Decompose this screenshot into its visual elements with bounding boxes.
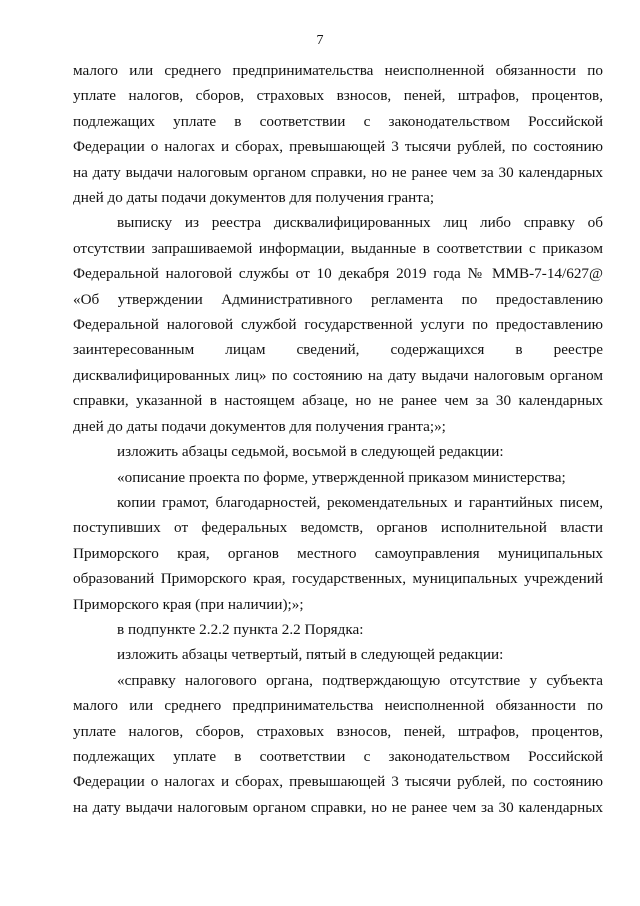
text-line: уплате налогов, сборов, страховых взносов, пеней, штрафов, процентов, [73, 87, 603, 105]
text-line: дней до даты подачи документов для получения гранта; [73, 189, 435, 207]
text-line: малого или среднего предпринимательства неисполненной обязанности по [73, 697, 603, 715]
text-line: копии грамот, благодарностей, рекомендательных и гарантийных писем, [117, 493, 603, 511]
text-line: изложить абзацы четвертый, пятый в следующей редакции: [117, 646, 504, 664]
text-line: уплате налогов, сборов, страховых взносов, пеней, штрафов, процентов, [73, 722, 603, 740]
text-line: справки, указанной в настоящем абзаце, но не ранее чем за 30 календарных [73, 392, 603, 410]
text-line: отсутствии запрашиваемой информации, выданные в соответствии с приказом [73, 239, 603, 257]
text-line: поступивших от федеральных ведомств, органов исполнительной власти [73, 519, 603, 537]
text-line: Федерации о налогах и сборах, превышающей 3 тысячи рублей, по состоянию [73, 138, 603, 156]
text-line: «справку налогового органа, подтверждающую отсутствие у субъекта [117, 671, 603, 689]
page-number: 7 [316, 33, 324, 48]
text-line: образований Приморского края, государственных, муниципальных учреждений [73, 570, 603, 588]
text-line: «описание проекта по форме, утвержденной приказом министерства; [117, 468, 566, 486]
text-line: изложить абзацы седьмой, восьмой в следующей редакции: [117, 443, 504, 461]
text-line: выписку из реестра дисквалифицированных лиц либо справку об [117, 214, 603, 232]
text-line: малого или среднего предпринимательства неисполненной обязанности по [73, 62, 603, 79]
text-line: на дату выдачи налоговым органом справки, но не ранее чем за 30 календарных [73, 163, 603, 181]
text-line: Приморского края (при наличии);»; [73, 595, 304, 613]
text-line: Федерации о налогах и сборах, превышающей 3 тысячи рублей, по состоянию [73, 773, 603, 791]
text-line: на дату выдачи налоговым органом справки, но не ранее чем за 30 календарных [73, 798, 603, 816]
text-line: Федеральной налоговой службы от 10 декабря 2019 года № ММВ-7-14/627@ [73, 265, 603, 283]
text-line: «Об утверждении Административного регламента по предоставлению [73, 290, 603, 308]
text-line: заинтересованным лицам сведений, содержащихся в реестре [73, 341, 603, 359]
text-line: Федеральной налоговой службой государственной услуги по предоставлению [73, 316, 603, 334]
text-line: дней до даты подачи документов для получения гранта;»; [73, 417, 446, 435]
text-line: Приморского края, органов местного самоуправления муниципальных [73, 544, 603, 562]
text-line: подлежащих уплате в соответствии с законодательством Российской [73, 112, 603, 130]
text-line: дисквалифицированных лиц» по состоянию на дату выдачи налоговым органом [73, 366, 603, 384]
text-line: в подпункте 2.2.2 пункта 2.2 Порядка: [117, 620, 364, 638]
text-line: подлежащих уплате в соответствии с законодательством Российской [73, 747, 603, 765]
document-body [73, 58, 603, 820]
